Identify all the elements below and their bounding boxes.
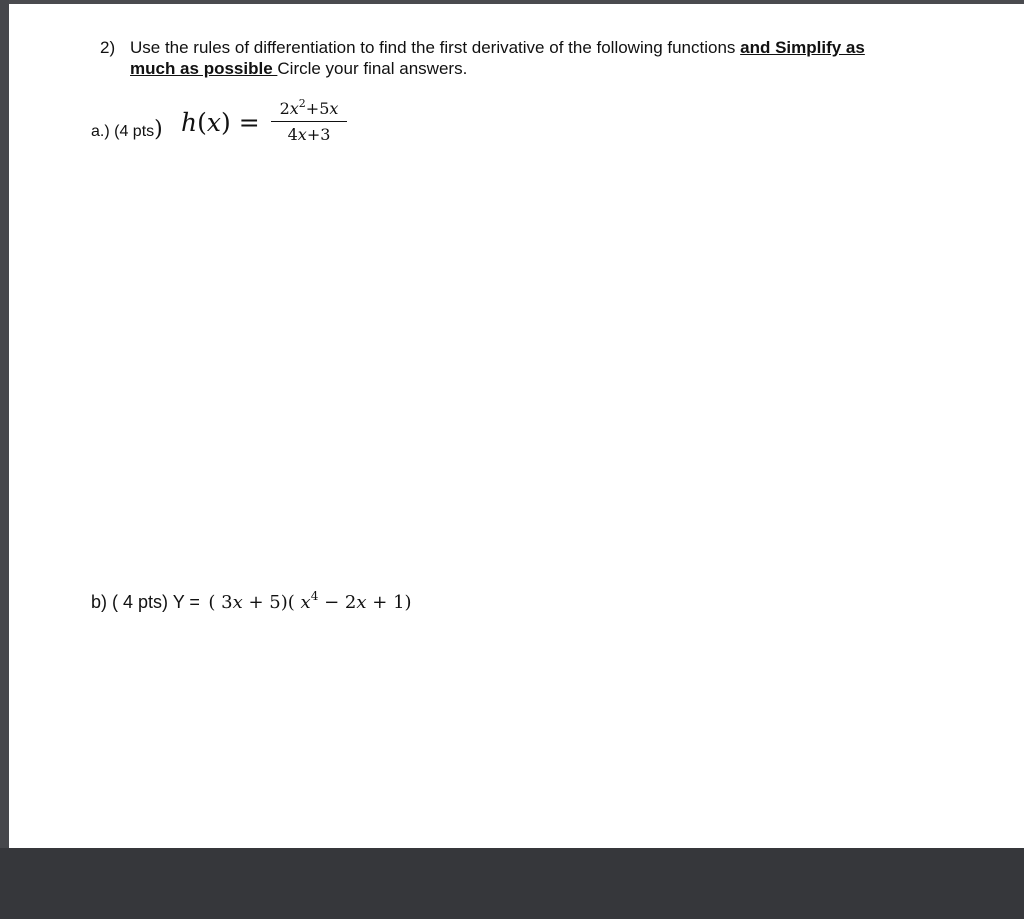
equals-sign: = (238, 108, 260, 137)
instruction-emphasis-continued: much as possible (130, 59, 278, 78)
question-number: 2) (100, 38, 116, 57)
part-b (91, 589, 412, 613)
document-page (9, 4, 1024, 848)
viewer-left-border (0, 0, 9, 848)
part-b-label: b) ( 4 pts) Y = (91, 592, 200, 612)
instruction-text: Use the rules of differentiation to find the first derivative of the following functions (130, 38, 741, 57)
question-instructions-line2 (130, 59, 467, 79)
fraction-denominator: 4x+3 (287, 125, 331, 145)
function-variable: x (206, 108, 221, 137)
part-a-function-lhs: h(x) = (181, 108, 260, 137)
instruction-circle-note: Circle your final answers. (277, 59, 468, 78)
function-name: h (181, 108, 198, 137)
fraction-bar (271, 121, 347, 122)
part-a-label: a.) (4 pts) (91, 117, 163, 142)
part-b-expression: ( 3x + 5)( $x^4 - 2x + 1$) (208, 589, 412, 613)
question-instructions-line1 (130, 38, 865, 58)
instruction-emphasis: and Simplify as (740, 38, 865, 57)
part-a-fraction (271, 98, 347, 145)
fraction-numerator: $2x^2+5x$ (279, 97, 339, 118)
